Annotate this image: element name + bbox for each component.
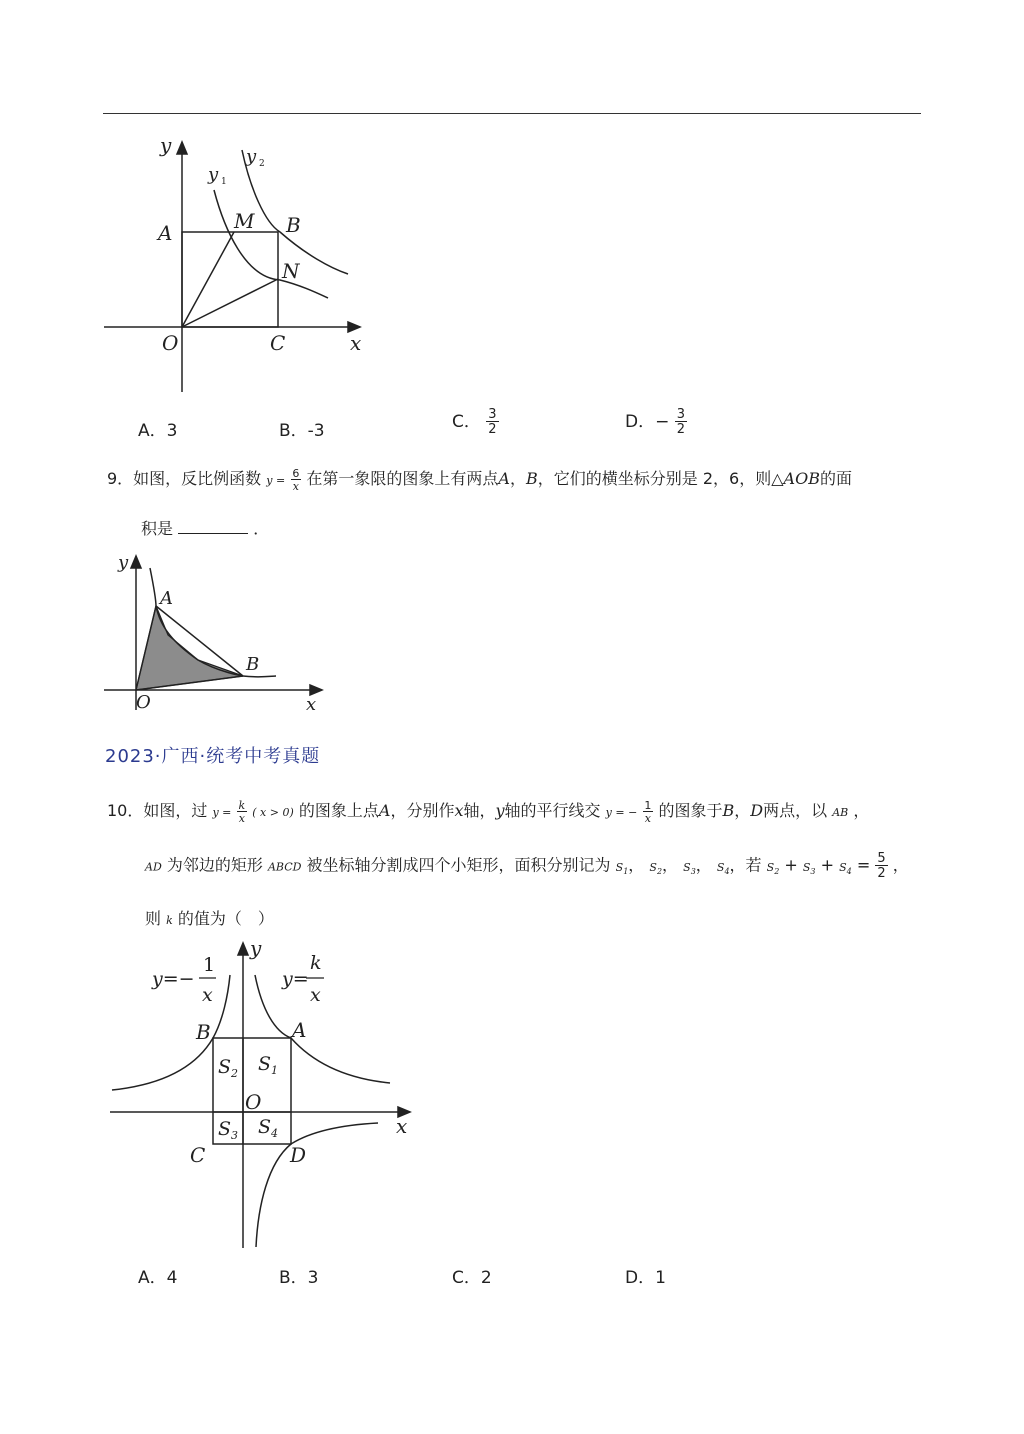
q8-segment-om (182, 232, 234, 327)
q10-eq: = (856, 855, 871, 875)
q9-point-a: A (498, 469, 510, 488)
q10-s3: $S_3$ (683, 860, 696, 876)
q10-y-arrow (238, 943, 248, 955)
q10-expr-s3: $S_3$ (802, 860, 816, 876)
q8-option-d-den: 2 (676, 422, 686, 437)
q8-option-c-fraction (486, 408, 498, 436)
q10-label-s2: $S_2$ (218, 1056, 239, 1080)
q10-number: 10．如图，过 (107, 801, 208, 820)
q10-option-d[interactable]: D．1 (625, 1268, 666, 1288)
q10-plus1: + (784, 855, 798, 875)
q10-mid-6: 两点，以 (763, 801, 828, 820)
q10-y-var: y (495, 801, 505, 820)
q10-sep3: ， (695, 855, 712, 875)
q10-mid-4: 轴的平行线交 (504, 801, 601, 820)
q9-label-a: A (160, 588, 173, 609)
q10-l3-text-2: 的值为（ ） (177, 909, 274, 928)
q10-l2-text-3: ，若 (729, 855, 762, 875)
q10-f2-fraction (642, 800, 653, 824)
q8-rectangle-oabc (182, 232, 278, 327)
q8-label-a: A (158, 221, 173, 245)
q10-l3-text-1: 则 (145, 909, 162, 928)
q10-f2-den: x (644, 811, 652, 825)
q10-l2-frac-den: 2 (877, 866, 886, 881)
q10-label-s3: $S_3$ (218, 1118, 239, 1142)
q10-label-s1: $S_1$ (258, 1053, 279, 1077)
q10-label-y-axis: y (250, 936, 262, 960)
q10-f1-cond: ( x > 0) (252, 806, 294, 819)
q8-option-d-prefix: D． (625, 412, 656, 432)
q10-l2-text-1: 为邻边的矩形 (166, 855, 263, 875)
q10-mid-5: 的图象于 (658, 801, 723, 820)
q8-label-y-axis: y (160, 133, 172, 157)
q10-x-var: x (454, 801, 464, 820)
q8-label-m: M (234, 209, 255, 233)
q8-label-n: N (282, 259, 300, 283)
q9-func-den: x (292, 479, 299, 493)
q9-text-2: ，它们的横坐标分别是 2，6，则△ (537, 469, 784, 488)
q8-option-d-sign: − (655, 412, 670, 432)
header-rule (103, 113, 921, 114)
q10-s4: $S_4$ (716, 860, 730, 876)
q10-plus2: + (820, 855, 835, 875)
q10-expr-s4: $S_4$ (839, 860, 852, 876)
q10-label-x-axis: x (396, 1114, 408, 1138)
q10-sep1: ， (628, 855, 645, 875)
q9-func-lhs: y = (266, 474, 286, 487)
q9-y-arrow (131, 556, 141, 568)
q8-option-c[interactable] (452, 407, 499, 436)
q10-option-b[interactable]: B．3 (279, 1268, 319, 1288)
q10-l2-frac-num: 5 (877, 851, 886, 866)
q8-label-x-axis: x (350, 331, 362, 355)
q10-label-origin: O (245, 1090, 262, 1114)
q8-curve-y2 (242, 150, 348, 274)
q8-option-d[interactable] (625, 407, 687, 436)
q8-label-y1-sub: 1 (221, 177, 227, 187)
q10-line1-end: ， (853, 801, 870, 820)
q9-figure (100, 548, 330, 716)
q10-stem-line2 (145, 852, 909, 880)
q8-segment-on (182, 279, 278, 327)
q8-option-d-num: 3 (676, 407, 686, 422)
q10-seg-ab: AB (832, 806, 849, 819)
q10-l2-text-2: 被坐标轴分割成四个小矩形，面积分别记为 (306, 855, 611, 875)
q10-curve-neg1-over-x-right (256, 1123, 378, 1247)
q10-k-var: k (166, 914, 173, 927)
q9-func-num: 6 (292, 466, 300, 480)
q8-label-y2: y (246, 146, 257, 167)
q10-l2-fraction (875, 852, 887, 880)
q8-option-c-num: 3 (488, 407, 497, 422)
q10-f2-num: 1 (644, 798, 652, 812)
q9-comma: ， (509, 469, 526, 488)
q10-eq-left-den: x (202, 984, 213, 1006)
q10-f2-lhs: y = − (605, 806, 638, 819)
q10-eq-right-num: k (310, 952, 322, 974)
q10-label-b: B (196, 1020, 211, 1044)
q8-figure (100, 128, 380, 398)
q10-label-d: D (290, 1143, 307, 1167)
q8-option-c-prefix: C． (452, 412, 481, 432)
q10-mid-2: ，分别作 (390, 801, 455, 820)
q10-option-a[interactable]: A．4 (138, 1268, 178, 1288)
q10-figure (100, 935, 420, 1253)
q10-stem-line1 (107, 798, 869, 824)
q8-option-d-fraction (675, 408, 687, 436)
q10-sep2: ， (662, 855, 679, 875)
q10-point-b: B (722, 801, 735, 820)
q8-option-a[interactable]: A．3 (138, 421, 178, 441)
q10-eq-left-num: 1 (203, 954, 216, 976)
q9-line2-end: ． (253, 519, 270, 538)
q8-option-c-den: 2 (488, 422, 497, 437)
q10-comma: ， (734, 801, 751, 820)
q9-triangle: AOB (783, 469, 820, 488)
q10-l2-end: ， (892, 855, 909, 875)
q8-label-y2-sub: 2 (259, 159, 265, 169)
q10-mid-1: 的图象上点 (298, 801, 379, 820)
q9-number: 9．如图，反比例函数 (107, 469, 262, 488)
q8-y-arrow (177, 142, 187, 154)
q9-label-y-axis: y (118, 552, 129, 573)
q9-line2-text: 积是 (141, 519, 174, 538)
q8-label-b: B (286, 213, 301, 237)
q10-f1-den: x (238, 811, 245, 825)
q10-seg-ad: AD (145, 860, 162, 874)
q10-s2: $S_2$ (649, 860, 663, 876)
q10-point-a: A (378, 801, 391, 820)
q10-f1-lhs: y = (212, 806, 232, 819)
q10-label-s4: $S_4$ (258, 1116, 279, 1140)
q9-label-x-axis: x (306, 694, 317, 715)
q9-label-origin: O (136, 692, 151, 713)
q9-point-b: B (526, 469, 538, 488)
q8-label-origin: O (162, 331, 179, 355)
q8-option-b[interactable]: B．-3 (279, 421, 325, 441)
q9-stem-line2 (141, 516, 269, 539)
q10-rect-abcd: ABCD (267, 860, 302, 874)
q10-stem-line3 (145, 906, 274, 929)
q10-eq-right-lhs: y= (282, 968, 309, 990)
q10-eq-right-den: x (310, 984, 321, 1006)
q9-stem-line1 (107, 466, 852, 492)
q10-eq-left-lhs: y=− (152, 968, 195, 990)
q10-mid-3: 轴， (463, 801, 496, 820)
q9-text-3: 的面 (819, 469, 852, 488)
q9-answer-blank[interactable] (178, 519, 248, 534)
q10-s1: $S_1$ (615, 860, 629, 876)
q10-label-c: C (190, 1143, 206, 1167)
q10-point-d: D (750, 801, 764, 820)
section-title: 2023·广西·统考中考真题 (105, 746, 321, 767)
q8-label-y1: y (208, 164, 219, 185)
q10-f1-num: k (238, 798, 246, 812)
q10-expr-s2: $S_2$ (766, 860, 780, 876)
q9-text-1: 在第一象限的图象上有两点 (306, 469, 499, 488)
q10-option-c[interactable]: C．2 (452, 1268, 492, 1288)
q9-label-b: B (246, 654, 260, 675)
q10-f1-fraction (237, 800, 248, 824)
q9-func-fraction (290, 468, 301, 492)
q8-label-c: C (270, 331, 286, 355)
q10-label-a: A (292, 1018, 307, 1042)
